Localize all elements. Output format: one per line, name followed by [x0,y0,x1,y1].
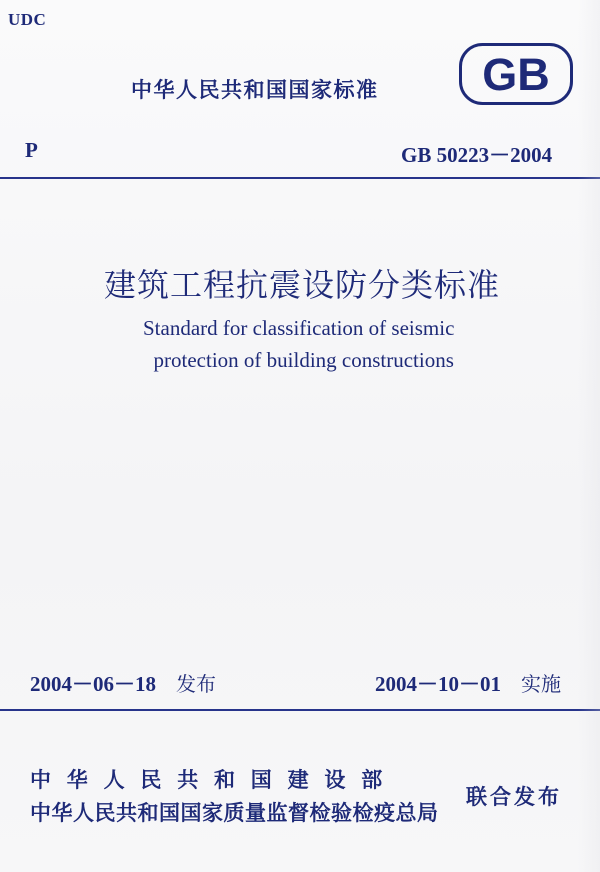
issue-date: 2004－06－18 [30,672,156,696]
paper-edge-shadow [578,0,600,872]
top-divider [0,177,600,179]
issuer-quality-administration: 中华人民共和国国家质量监督检验检疫总局 [30,801,439,825]
classification-code: P [25,138,38,162]
gb-logo-text: GB [482,49,550,100]
effective-date-block [375,668,561,698]
effective-date: 2004－10－01 [375,672,501,696]
udc-label: UDC [8,10,47,29]
effective-label: 实施 [521,672,561,696]
english-title-line-1: Standard for classification of seismic [143,316,455,340]
issuer-ministry: 中华人民共和国建设部 [30,768,398,792]
chinese-title: 建筑工程抗震设防分类标准 [104,266,501,304]
bottom-divider [0,709,600,711]
joint-issue-label: 联合发布 [466,785,562,809]
issue-date-block [30,668,216,698]
standard-number: GB 50223－2004 [401,143,553,167]
english-title-line-2: protection of building constructions [153,348,454,372]
issue-label: 发布 [176,672,216,696]
english-title [143,312,454,376]
national-standard-heading: 中华人民共和国国家标准 [131,78,379,102]
gb-logo [459,43,573,105]
